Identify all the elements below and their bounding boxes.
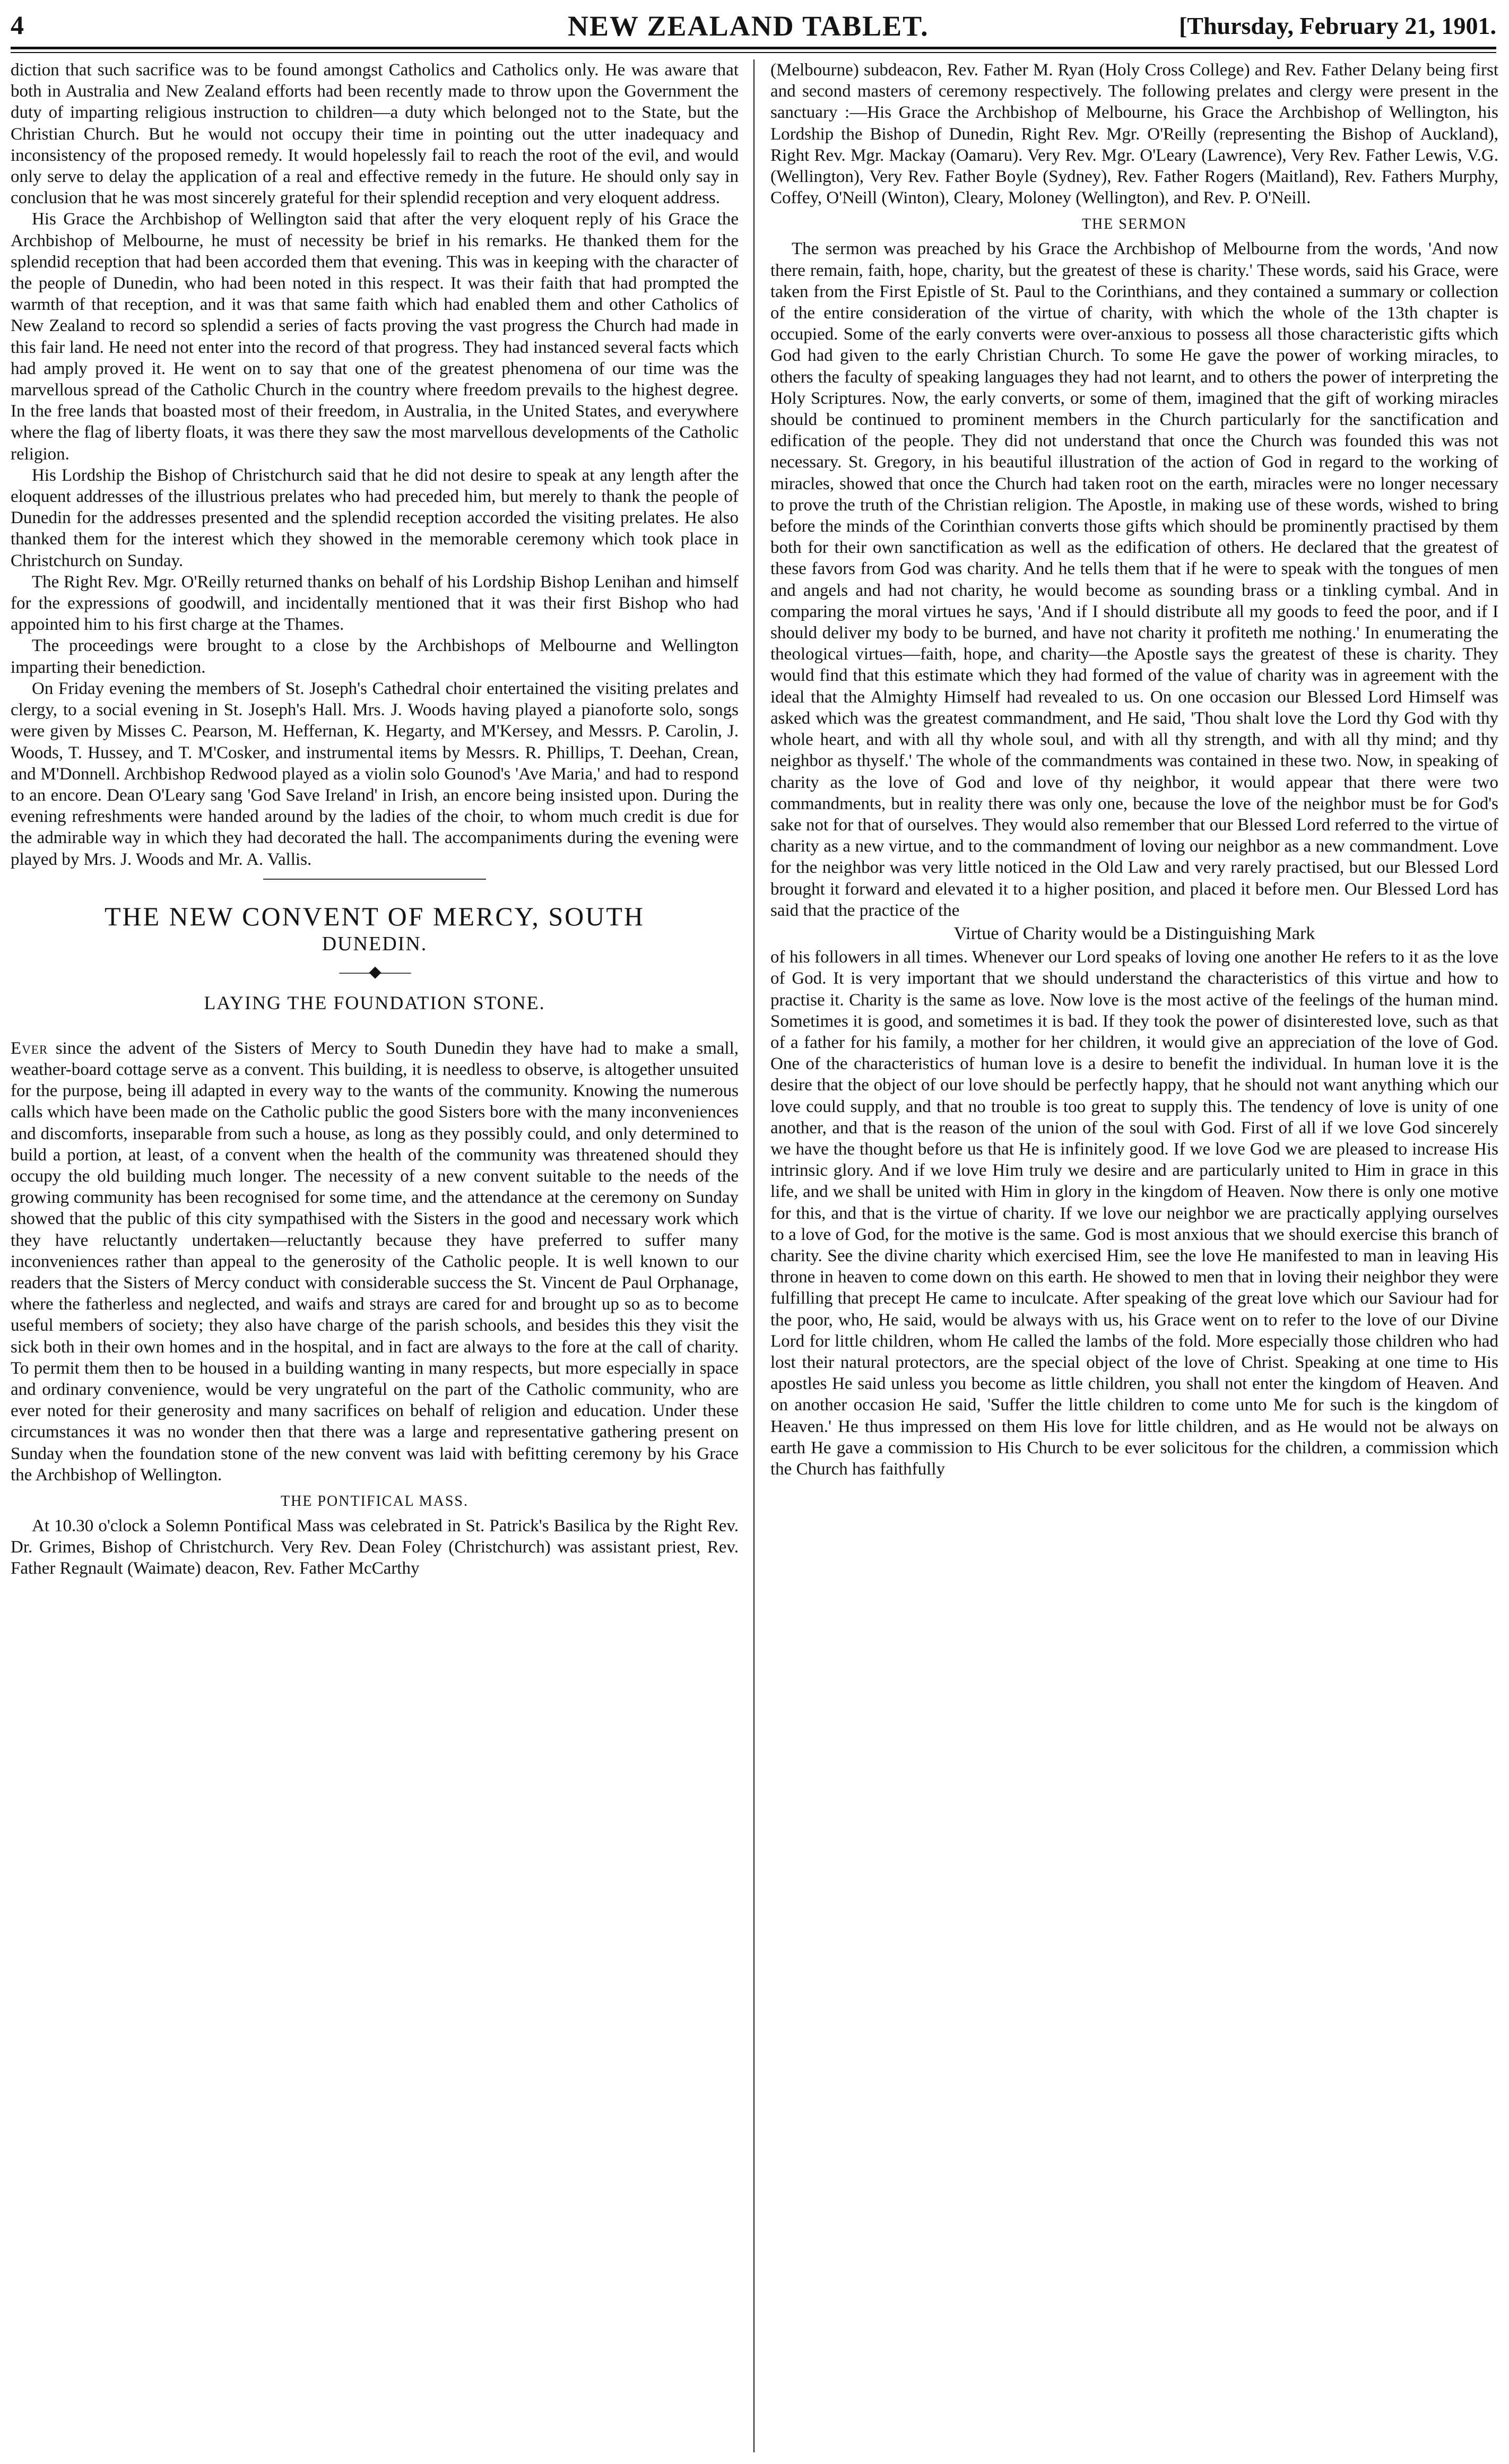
page-number: 4 (11, 10, 24, 40)
article-paragraph: The proceedings were brought to a close by the Archbishops of Melbourne and Wellington imparting their benediction. (11, 636, 739, 677)
article-paragraph: His Lordship the Bishop of Christchurch said that he did not desire to speak at any length after the eloquent addresses of the illustrious prelates who had preceded him, but merely to thank the people of Dunedin for the addresses presented and the splendid reception accorded the visiting prelates. He also thanked them for the interest which they showed in the memorable ceremony which took place in Christchurch on Sunday. (11, 465, 739, 570)
article-headline-line2: DUNEDIN. (322, 932, 428, 955)
article-paragraph: (Melbourne) subdeacon, Rev. Father M. Ryan (Holy Cross College) and Rev. Father Delany being first and second masters of ceremony respectively. The following prelates and clergy were present in the sanctuary :—His Grace the Archbishop of Melbourne, his Grace the Archbishop of Wellington, his Lordship the Bishop of Dunedin, Right Rev. Mgr. O'Reilly (representing the Bishop of Auckland), Right Rev. Mgr. Mackay (Oamaru). Very Rev. Mgr. O'Leary (Lawrence), Very Rev. Father Lewis, V.G. (Wellington), Very Rev. Father Boyle (Sydney), Rev. Father Rogers (Maitland), Rev. Fathers Murphy, Coffey, O'Neill (Winton), Cleary, Moloney (Wellington), and Rev. P. O'Neill. (770, 60, 1498, 208)
article-subheading: LAYING THE FOUNDATION STONE. (204, 992, 545, 1013)
centered-subheading: Virtue of Charity would be a Distinguishing Mark (953, 923, 1315, 943)
paragraph-text: since the advent of the Sisters of Mercy to South Dunedin they have had to make a small, weather-board cottage serve as a convent. This building, it is needless to observe, is altogether unsuited for the purpose, being ill adapted in every way to the wants of the community. Knowing the numerous calls which have been made on the Catholic public the good Sisters bore with the many inconveniences and discomforts, inseparable from such a house, as long as they possibly could, and only determined to build a portion, at least, of a convent when the health of the community was threatened should they occupy the old building much longer. The necessity of a new convent suitable to the needs of the growing community has been recognised for some time, and the attendance at the ceremony on Sunday showed that the public of this city sympathised with the Sisters in the good and necessary work which they have reluctantly undertaken—reluctantly because they have preferred to suffer many inconveniences rather than appeal to the generosity of the Catholic people. It is well known to our readers that the Sisters of Mercy conduct with considerable success the St. Vincent de Paul Orphanage, where the fatherless and neglected, and waifs and strays are cared for and brought up so as to become useful members of society; they also have charge of the parish schools, and besides this they visit the sick both in their own homes and in the hospital, and in fact are always to the fore at the call of charity. To permit them then to be housed in a building wanting in many respects, but more especially in space and ordinary convenience, would be very ungrateful on the part of the Catholic community, who are ever noted for their generosity and many sacrifices on behalf of religion and education. Under these circumstances it was no wonder then that there was a large and representative gathering present on Sunday when the foundation stone of the new convent was laid with befitting ceremony by his Grace the Archbishop of Wellington. (11, 1038, 739, 1485)
article-paragraph: The sermon was preached by his Grace the Archbishop of Melbourne from the words, 'And now there remain, faith, hope, charity, but the greatest of these is charity.' These words, said his Grace, were taken from the First Epistle of St. Paul to the Corinthians, and they contained a summary or collection of the entire consideration of the virtue of charity, with which the whole of the 13th chapter is occupied. Some of the early converts were over-anxious to possess all those characteristic gifts which God had given to the early Christian Church. To some He gave the power of working miracles, to others the faculty of speaking languages they had not learnt, and to others the power of interpreting the Holy Scriptures. Now, the early converts, or some of them, imagined that the gift of working miracles should be continued to prominent members in the Church particularly for the sanctification and edification of the people. They did not understand that once the Church was founded this was not necessary. St. Gregory, in his beautiful illustration of the action of God in regard to the working of miracles, showed that once the Church had taken root on the earth, miracles were no longer necessary to prove the truth of the Christian religion. The Apostle, in making use of these words, wished to bring before the minds of the Corinthian converts those gifts which should be prominently practised by them both for their own sanctification as well as the edification of others. He declared that the greatest of these favors from God was charity. And he tells them that if he were to speak with the tongues of men and angels and had not charity, he would become as sounding brass or a tinkling cymbal. And in comparing the moral virtues he says, 'And if I should distribute all my goods to feed the poor, and if I should deliver my body to be burned, and have not charity it profiteth me nothing.' In enumerating the theological virtues—faith, hope, and charity—the Apostle says the greatest of these is charity. They would find that this estimate which they had formed of the value of charity was in agreement with the ideal that the Almighty Himself had revealed to us. On one occasion our Blessed Lord Himself was asked which was the greatest commandment, and He said, 'Thou shalt love the Lord thy God with thy whole heart, and with all thy whole soul, and with all thy strength, and with all thy mind; and thy neighbor as thyself.' The whole of the commandments was contained in these two. Now, in speaking of charity as the love of God and love of thy neighbor, it would appear that there were two commandments, but in reality there was only one, because the love of the neighbor must be for God's sake not for that of ourselves. They would also remember that our Blessed Lord referred to the virtue of charity as a new virtue, and to the commandment of loving our neighbor as a new commandment. Love for the neighbor was very little noticed in the Old Law and very rarely practised, but our Blessed Lord brought it forward and elevated it to a higher position, and placed it before men. Our Blessed Lord has said that the practice of the (770, 239, 1498, 920)
article-paragraph: At 10.30 o'clock a Solemn Pontifical Mass was celebrated in St. Patrick's Basilica by the Right Rev. Dr. Grimes, Bishop of Christchurch. Very Rev. Dean Foley (Christchurch) was assistant priest, Rev. Father Regnault (Waimate) deacon, Rev. Father McCarthy (11, 1516, 739, 1578)
section-divider (263, 879, 486, 880)
article-paragraph: The Right Rev. Mgr. O'Reilly returned thanks on behalf of his Lordship Bishop Lenihan and himself for the expressions of goodwill, and incidentally mentioned that it was their first Bishop who had appointed him to his first charge at the Thames. (11, 572, 739, 635)
article-headline: THE NEW CONVENT OF MERCY, SOUTH (104, 901, 645, 931)
paper-title: NEW ZEALAND TABLET. (568, 10, 929, 42)
article-paragraph (11, 1038, 739, 1486)
article-paragraph: of his followers in all times. Whenever our Lord speaks of loving one another He refers to it as the love of God. It is very important that we should understand the characteristics of this virtue and how to practise it. Charity is the same as love. Now love is the most active of the feelings of the human mind. Sometimes it is good, and sometimes it is bad. If they took the power of disinterested love, such as that of a father for his family, a mother for her children, it would give an appreciation of the love of God. One of the characteristics of human love is a desire to benefit the individual. In human love it is the desire that the object of our love should be perfectly happy, that he should not want anything which our love could supply, and that no trouble is too great to supply this. The tendency of love is unity of one another, and that is the reason of the union of the soul with God. First of all if we love God sincerely we have the thought before us that He is infinitely good. If we love God we are pleased to increase His intrinsic glory. And if we love Him truly we desire and are particularly united to Him in grace in this life, and we shall be united with Him in glory in the kingdom of Heaven. Now there is only one motive for this, and that is the virtue of charity. If we love our neighbor we are practically applying ourselves to a love of God, for the motive is the same. God is most anxious that we should exercise this branch of charity. See the divine charity which exercised Him, see the love He manifested to man in leaving His throne in heaven to come down on this earth. He showed to men that in loving their neighbor they were fulfilling that precept He came to inculcate. After speaking of the great love which our Saviour had for the poor, who, He said, would be always with us, his Grace went on to refer to the love of our Divine Lord for little children, whom He called the lambs of the fold. More especially those children who had lost their natural protectors, are the special object of the love of Christ. Speaking at one time to His apostles He said unless you become as little children, you shall not enter the kingdom of Heaven. And on another occasion He said, 'Suffer the little children to come unto Me for such is the kingdom of Heaven.' He thus impressed on them His love for little children, and as He would not be always on earth He gave a commission to His Church to be ever solicitous for the children, a commission which the Church has faithfully (770, 948, 1498, 1479)
column-divider (753, 59, 754, 2452)
masthead (11, 7, 1496, 45)
masthead-rule-thin (11, 52, 1496, 53)
section-heading: THE SERMON (1081, 216, 1187, 233)
masthead-rule (11, 47, 1496, 49)
article-paragraph: His Grace the Archbishop of Wellington said that after the very eloquent reply of his Grace the Archbishop of Melbourne, he must of necessity be brief in his remarks. He thanked them for the splendid reception that had been accorded them that evening. This was in keeping with the character of the people of Dunedin, who had been noted in this respect. It was their faith that had prompted the warmth of that reception, and it was that same faith which had enabled them and other Catholics of New Zealand to record so splendid a series of facts proving the vast progress the Church had made in this fair land. He need not enter into the record of that progress. They had instanced several facts which had amply proved it. He went on to say that one of the greatest phenomena of our time was the marvellous spread of the Catholic Church in the country where freedom prevails to the highest degree. In the free lands that boasted most of their freedom, in Australia, in the United States, and everywhere where the flag of liberty floats, it was there they saw the most marvellous developments of the Catholic religion. (11, 210, 739, 464)
opening-word: Ever (11, 1038, 48, 1058)
ornament-divider: ——◆—— (339, 962, 410, 981)
article-paragraph: diction that such sacrifice was to be found amongst Catholics and Catholics only. He was aware that both in Australia and New Zealand efforts had been recently made to throw upon the Government the duty of imparting religious instruction to children—a duty which belonged not to the State, but the Christian Church. But he would not occupy their time in pointing out the utter inadequacy and inconsistency of the proposed remedy. It would hopelessly fail to reach the root of the evil, and would only serve to delay the application of a real and effective remedy in the future. He should only say in conclusion that he was most sincerely grateful for their splendid reception and very eloquent address. (11, 60, 739, 208)
right-column (770, 59, 1498, 2458)
left-column (11, 59, 739, 2458)
issue-date: [Thursday, February 21, 1901. (1178, 12, 1496, 39)
section-heading: THE PONTIFICAL MASS. (281, 1493, 469, 1509)
article-paragraph: On Friday evening the members of St. Joseph's Cathedral choir entertained the visiting prelates and clergy, to a social evening in St. Joseph's Hall. Mrs. J. Woods having played a pianoforte solo, songs were given by Misses C. Pearson, M. Heffernan, K. Hegarty, and M'Kersey, and Messrs. P. Carolin, J. Woods, T. Hussey, and T. M'Cosker, and instrumental items by Messrs. R. Phillips, T. Deehan, Crean, and M'Donnell. Archbishop Redwood played as a violin solo Gounod's 'Ave Maria,' and had to respond to an encore. Dean O'Leary sang 'God Save Ireland' in Irish, an encore being insisted upon. During the evening refreshments were handed around by the ladies of the choir, to whom much credit is due for the admirable way in which they had decorated the hall. The accompaniments during the evening were played by Mrs. J. Woods and Mr. A. Vallis. (11, 679, 739, 869)
